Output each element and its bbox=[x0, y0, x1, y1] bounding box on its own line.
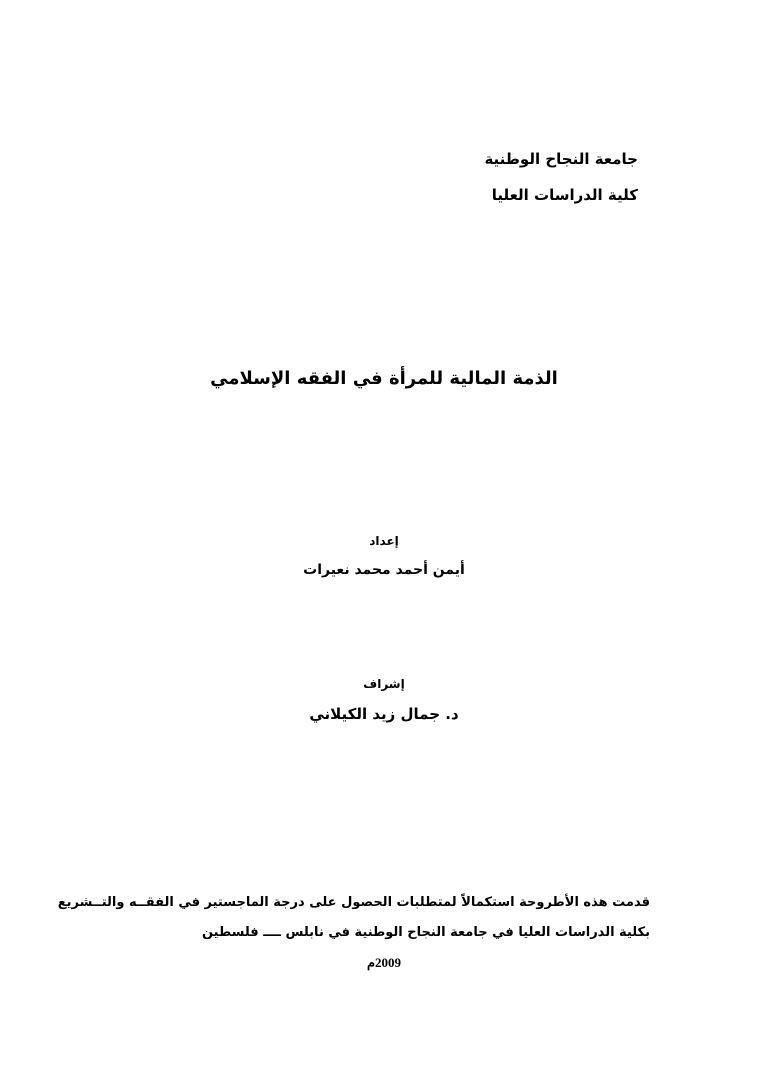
thesis-title: الذمة المالية للمرأة في الفقه الإسلامي bbox=[210, 368, 558, 389]
supervision-label: إشراف bbox=[363, 677, 405, 691]
university-name: جامعة النجاح الوطنية bbox=[484, 150, 638, 168]
author-name: أيمن أحمد محمد نعيرات bbox=[303, 562, 465, 578]
submission-statement-line-1: قدمت هذه الأطروحة استكمالاً لمتطلبات الحصول على درجة الماجستير في الفقــه والتــشريع bbox=[57, 895, 650, 910]
submission-statement-line-2: بكلية الدراسات العليا في جامعة النجاح الوطنية في نابلس ــــ فلسطين bbox=[201, 925, 650, 940]
submission-year: 2009م bbox=[366, 955, 402, 970]
faculty-name: كلية الدراسات العليا bbox=[491, 186, 638, 204]
supervisor-name: د. جمال زيد الكيلاني bbox=[309, 705, 459, 723]
prepared-by-label: إعداد bbox=[369, 534, 399, 548]
